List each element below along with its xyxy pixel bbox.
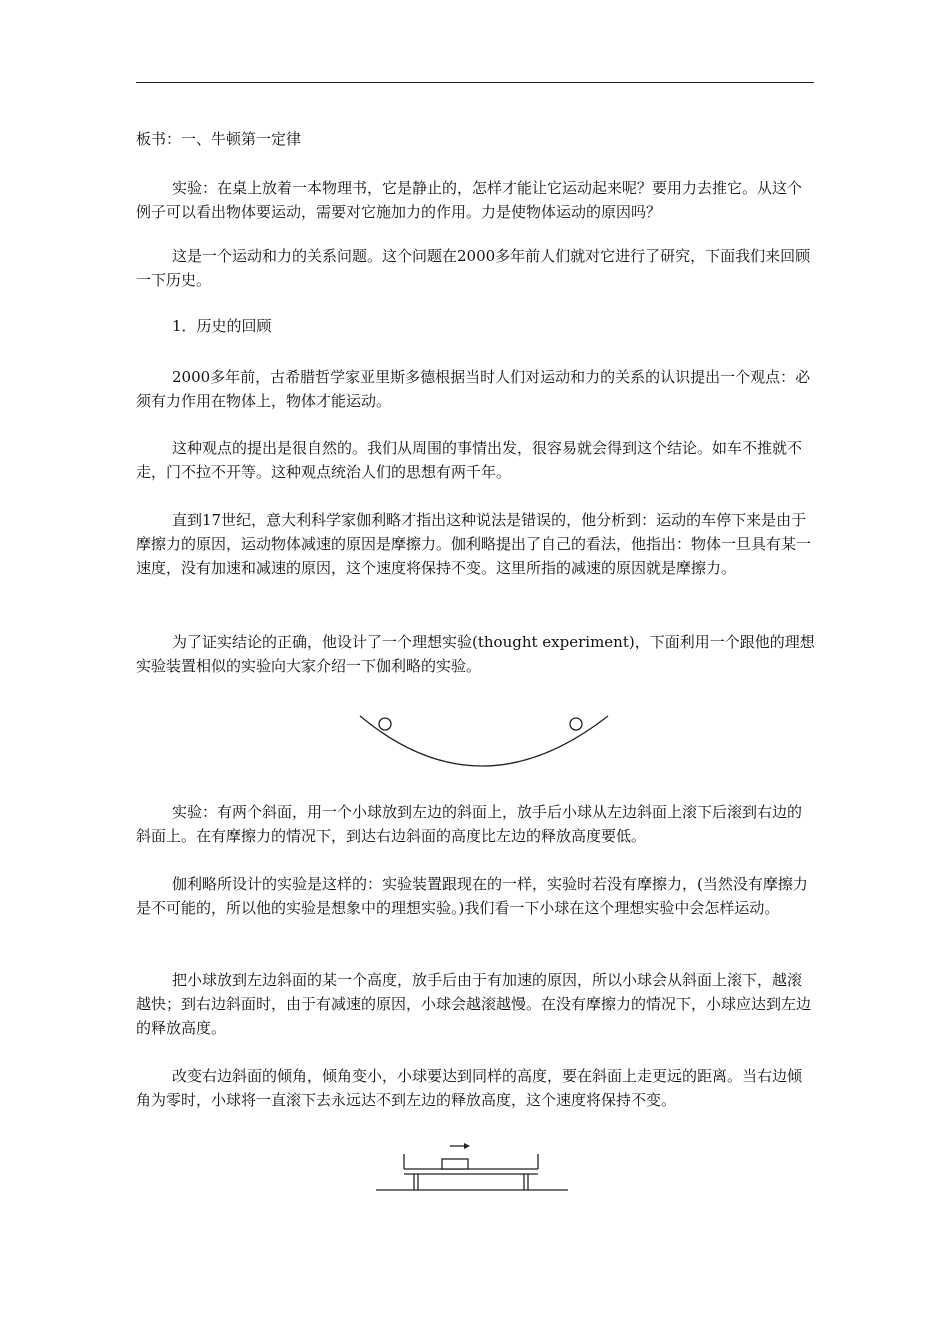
table-figure bbox=[372, 1136, 572, 1196]
paragraph-thought-experiment: 为了证实结论的正确，他设计了一个理想实验(thought experiment)，下面利用一个跟他的理想实验装置相似的实验向大家介绍一下伽利略的实验。 bbox=[136, 633, 815, 675]
paragraph-natural-view: 这种观点的提出是很自然的。我们从周围的事情出发，很容易就会得到这个结论。如车不推就不走，门不拉不开等。这种观点统治人们的思想有两千年。 bbox=[136, 439, 803, 481]
paragraph-motion-force: 这是一个运动和力的关系问题。这个问题在2000多年前人们就对它进行了研究，下面我们来回顾一下历史。 bbox=[136, 247, 811, 289]
ball-left bbox=[379, 718, 391, 730]
paragraph-two-inclines: 实验：有两个斜面，用一个小球放到左边的斜面上，放手后小球从左边斜面上滚下后滚到右边的斜面上。在有摩擦力的情况下，到达右边斜面的高度比左边的释放高度要低。 bbox=[136, 803, 803, 845]
section-heading: 板书：一、牛顿第一定律 bbox=[136, 130, 302, 148]
header-rule bbox=[136, 82, 814, 83]
ball-right bbox=[570, 718, 582, 730]
paragraph-aristotle: 2000多年前，古希腊哲学家亚里斯多德根据当时人们对运动和力的关系的认识提出一个观点：必须有力作用在物体上，物体才能运动。 bbox=[136, 368, 811, 410]
arrow-head bbox=[464, 1143, 470, 1149]
paragraph-galileo-design: 伽利略所设计的实验是这样的：实验装置跟现在的一样，实验时若没有摩擦力，(当然没有摩擦力是不可能的，所以他的实验是想象中的理想实验。)我们看一下小球在这个理想实验中会怎样运动。 bbox=[136, 875, 808, 917]
paragraph-ball-release: 把小球放到左边斜面的某一个高度，放手后由于有加速的原因，所以小球会从斜面上滚下，越滚越快；到右边斜面时，由于有减速的原因，小球会越滚越慢。在没有摩擦力的情况下，小球应达到左边的释放高度。 bbox=[136, 971, 812, 1037]
paragraph-experiment-book: 实验：在桌上放着一本物理书，它是静止的，怎样才能让它运动起来呢？要用力去推它。从这个例子可以看出物体要运动，需要对它施加力的作用。力是使物体运动的原因吗？ bbox=[136, 179, 803, 221]
subheading-history: 1．历史的回顾 bbox=[172, 317, 272, 335]
paragraph-change-angle: 改变右边斜面的倾角，倾角变小，小球要达到同样的高度，要在斜面上走更远的距离。当右边倾角为零时，小球将一直滚下去永远达不到左边的释放高度，这个速度将保持不变。 bbox=[136, 1067, 803, 1109]
incline-figure bbox=[350, 706, 615, 772]
paragraph-galileo: 直到17世纪，意大利科学家伽利略才指出这种说法是错误的，他分析到：运动的车停下来是由于摩擦力的原因，运动物体减速的原因是摩擦力。伽利略提出了自己的看法，他指出：物体一旦具有某一速度，没有加速和减速的原因，这个速度将保持不变。这里所指的减速的原因就是摩擦力。 bbox=[136, 511, 812, 577]
block bbox=[442, 1159, 468, 1169]
